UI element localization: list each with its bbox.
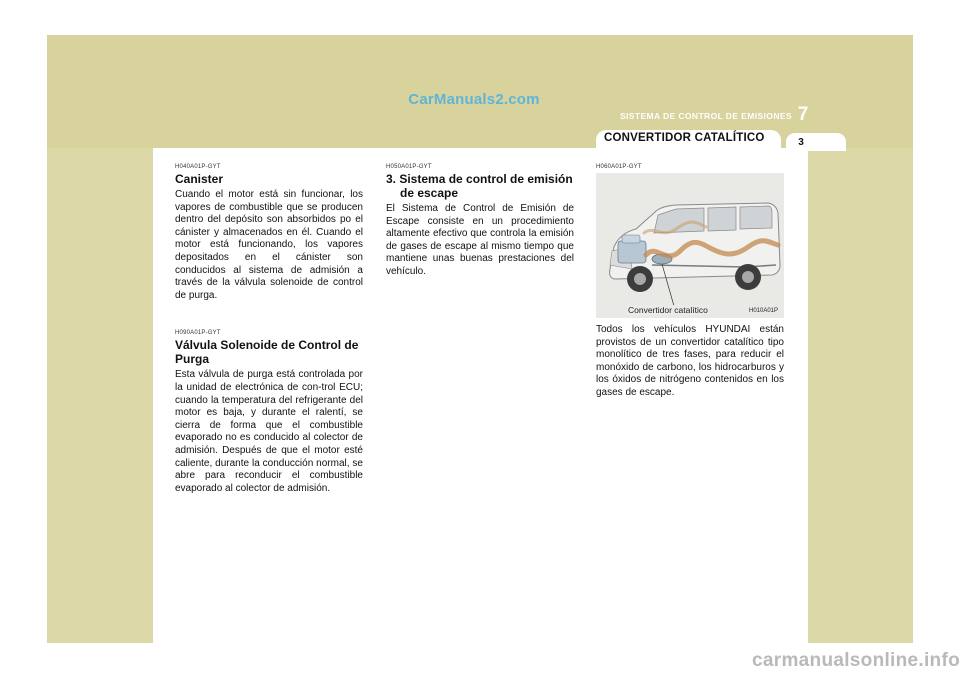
section-title: CONVERTIDOR CATALÍTICO xyxy=(604,132,765,144)
section-code: H060A01P-GYT xyxy=(596,164,642,170)
column-middle xyxy=(386,164,574,293)
section-heading-solenoid: Válvula Solenoide de Control de Purga xyxy=(175,338,359,367)
section-code: H040A01P-GYT xyxy=(175,164,221,170)
catalytic-converter-illustration xyxy=(596,173,784,318)
paragraph-catalytic: Todos los vehículos HYUNDAI están provistos de un convertidor catalítico tipo monolítico de tres fases, para reducir el monóxido de carbono, los hidrocarburos y los óxidos de nitrógeno contenidos en los gases de escape. xyxy=(596,324,784,398)
watermark-link[interactable]: CarManuals2.com xyxy=(408,91,540,108)
chapter-number: 7 xyxy=(797,104,809,125)
chapter-title: SISTEMA DE CONTROL DE EMISIONES xyxy=(619,111,792,121)
section-code: H090A01P-GYT xyxy=(175,330,221,337)
paragraph-solenoid: Esta válvula de purga está controlada por la unidad de electrónica de con-trol ECU; cuando la temperatura del refrigerante del motor es baja, y durante el ralentí, se cierra de forma que el combustible evaporado no es conducido al colector de admisión. Después de que el motor esté caliente, durante la conducción normal, se abre para reconducir el combustible evaporado al colector de admisión. xyxy=(175,369,363,494)
paragraph-exhaust: El Sistema de Control de Emisión de Escape consiste en un procedimiento altamente efectivo que controla la emisión de gases de escape al mismo tiempo que mantiene unas buenas prestaciones del vehículo. xyxy=(386,203,574,277)
footer-watermark-link[interactable]: carmanualsonline.info xyxy=(752,650,960,671)
section-heading-exhaust: 3. Sistema de control de emisión de escape xyxy=(386,172,573,200)
page-number: 3 xyxy=(798,137,804,148)
section-heading-canister: Canister xyxy=(175,172,224,186)
figure-label: Convertidor catalítico xyxy=(628,305,708,315)
column-right xyxy=(596,164,784,414)
figure-code: H010A01P xyxy=(749,308,779,314)
paragraph-canister: Cuando el motor está sin funcionar, los vapores de combustible que se producen dentro del depósito son absorbidos po el cánister y almacenados en él. Cuando el motor está funcionando, los vapores depositados en el cánister son conducidos al sistema de admisión a través de la válvula solenoide de control de purga. xyxy=(175,189,363,301)
section-code: H050A01P-GYT xyxy=(386,164,432,170)
column-left xyxy=(175,164,363,509)
van-illustration xyxy=(596,173,784,318)
